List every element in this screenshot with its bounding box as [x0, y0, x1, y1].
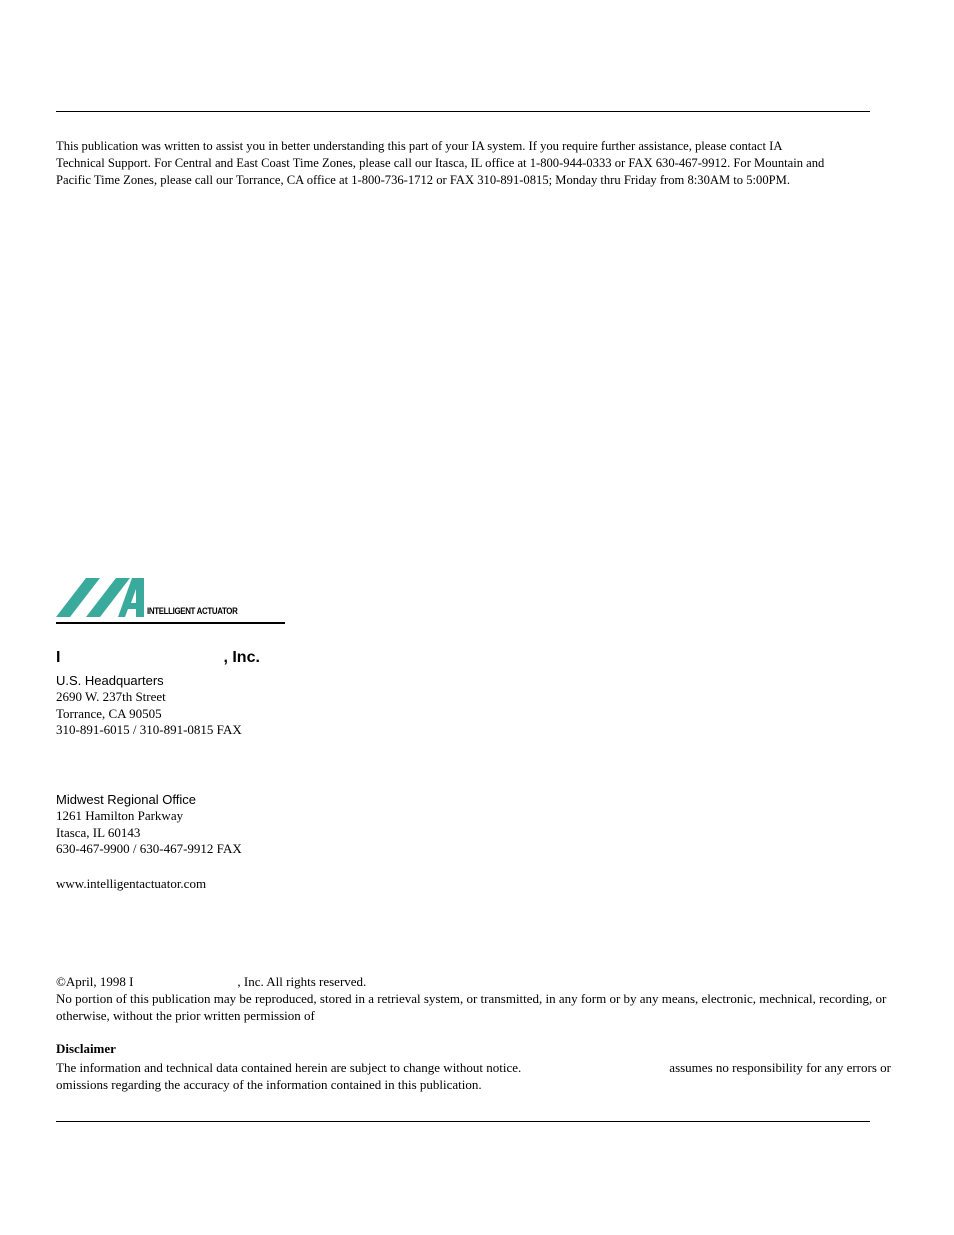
copyright-line-start: ©April, 1998 I [56, 974, 134, 989]
midwest-city: Itasca, IL 60143 [56, 824, 141, 840]
hq-city: Torrance, CA 90505 [56, 705, 162, 721]
disclaimer-text [56, 1059, 926, 1093]
copyright-line-end: , Inc. All rights reserved. [237, 974, 367, 989]
company-initial: I [56, 649, 61, 666]
copyright-body: No portion of this publication may be reproduced, stored in a retrieval system, or transmitted, in any form or by any means, electronic, mechnical, recording, or otherwise, without the prior written permission of [56, 991, 887, 1023]
hq-street: 2690 W. 237th Street [56, 689, 166, 704]
ia-logo-mark-icon [56, 575, 146, 619]
disclaimer-text-end: assumes no responsibility for any errors or omissions regarding the accuracy of the information contained in this publication. [56, 1060, 891, 1092]
midwest-title: Midwest Regional Office [56, 792, 196, 807]
logo-wordmark: INTELLIGENT ACTUATOR [147, 606, 238, 616]
support-intro-paragraph: This publication was written to assist you in better understanding this part of your IA system. If you require further assistance, please contact IA Technical Support. For Central and East Coast Time Zones, please call our Itasca, IL office at 1-800-944-0333 or FAX 630-467-9912. For Mountain and Pacific Time Zones, please call our Torrance, CA office at 1-800-736-1712 or FAX 310-891-0815; Monday thru Friday from 8:30AM to 5:00PM. [56, 139, 825, 187]
disclaimer-text-start: The information and technical data contained herein are subject to change without notice. [56, 1060, 522, 1075]
copyright-notice [56, 973, 916, 1024]
bottom-divider [56, 1121, 870, 1122]
company-suffix: , Inc. [223, 649, 260, 666]
company-logo [56, 575, 286, 625]
company-name [56, 649, 260, 667]
midwest-street: 1261 Hamilton Parkway [56, 808, 184, 823]
midwest-phone: 630-467-9900 / 630-467-9912 FAX [56, 841, 242, 857]
website-link[interactable]: www.intelligentactuator.com [56, 876, 207, 891]
midwest-office-address [56, 791, 242, 858]
headquarters-address [56, 672, 242, 739]
disclaimer-heading: Disclaimer [56, 1041, 116, 1056]
top-divider [56, 111, 870, 112]
logo-underline [56, 622, 285, 624]
hq-phone: 310-891-6015 / 310-891-0815 FAX [56, 722, 242, 738]
hq-title: U.S. Headquarters [56, 673, 164, 688]
